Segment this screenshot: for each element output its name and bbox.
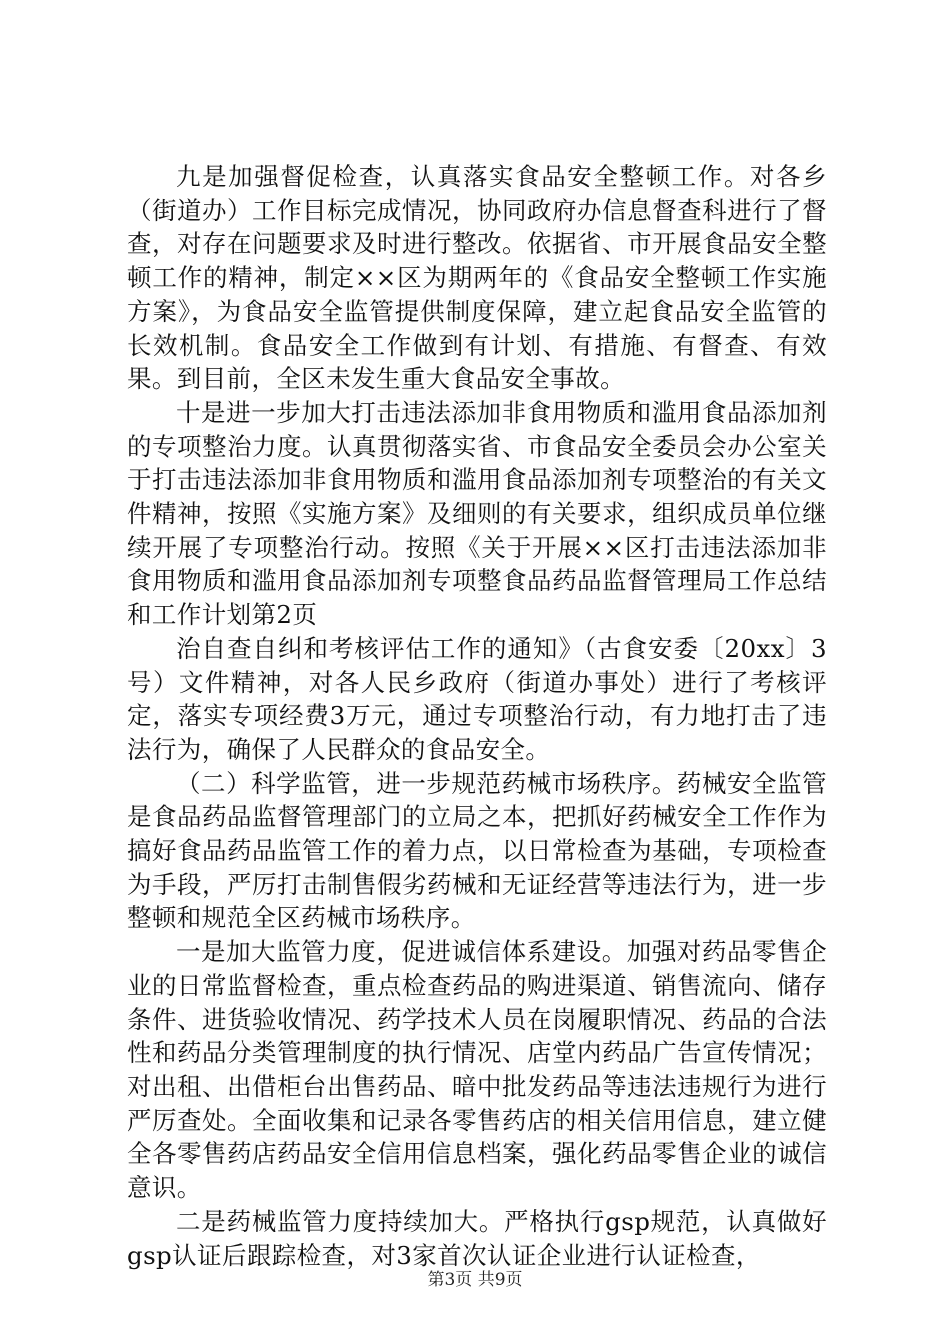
- paragraph-item-2: 二是药械监管力度持续加大。严格执行gsp规范，认真做好gsp认证后跟踪检查，对3家首次认证企业进行认证检查，: [127, 1206, 827, 1270]
- paragraph-item-10: 十是进一步加大打击违法添加非食用物质和滥用食品添加剂的专项整治力度。认真贯彻落实省、市食品安全委员会办公室关于打击违法添加非食用物质和滥用食品添加剂专项整治的有关文件精神，按照《实施方案》及细则的有关要求，组织成员单位继续开展了专项整治行动。按照《关于开展××区打击违法添加非食用物质和滥用食品添加剂专项整食品药品监督管理局工作总结和工作计划第2页: [127, 397, 827, 630]
- paragraph-item-1: 一是加大监管力度，促进诚信体系建设。加强对药品零售企业的日常监督检查，重点检查药品的购进渠道、销售流向、储存条件、进货验收情况、药学技术人员在岗履职情况、药品的合法性和药品分类管理制度的执行情况、店堂内药品广告宣传情况；对出租、出借柜台出售药品、暗中批发药品等违法违规行为进行严厉查处。全面收集和记录各零售药店的相关信用信息，建立健全各零售药店药品安全信用信息档案，强化药品零售企业的诚信意识。: [127, 937, 827, 1203]
- document-body: [127, 160, 827, 1272]
- paragraph-continuation: 治自查自纠和考核评估工作的通知》（古食安委〔20xx〕3号）文件精神，对各人民乡政府（街道办事处）进行了考核评定，落实专项经费3万元，通过专项整治行动，有力地打击了违法行为，确保了人民群众的食品安全。: [127, 633, 827, 764]
- page-number-footer: 第3页 共9页: [427, 1270, 523, 1290]
- section-heading-paragraph-2: （二）科学监管，进一步规范药械市场秩序。药械安全监管是食品药品监督管理部门的立局之本，把抓好药械安全工作作为搞好食品药品监管工作的着力点，以日常检查为基础，专项检查为手段，严厉打击制售假劣药械和无证经营等违法行为，进一步整顿和规范全区药械市场秩序。: [127, 768, 827, 933]
- paragraph-item-9: 九是加强督促检查，认真落实食品安全整顿工作。对各乡（街道办）工作目标完成情况，协同政府办信息督查科进行了督查，对存在问题要求及时进行整改。依据省、市开展食品安全整顿工作的精神，制定××区为期两年的《食品安全整顿工作实施方案》，为食品安全监管提供制度保障，建立起食品安全监管的长效机制。食品安全工作做到有计划、有措施、有督查、有效果。到目前，全区未发生重大食品安全事故。: [127, 162, 827, 394]
